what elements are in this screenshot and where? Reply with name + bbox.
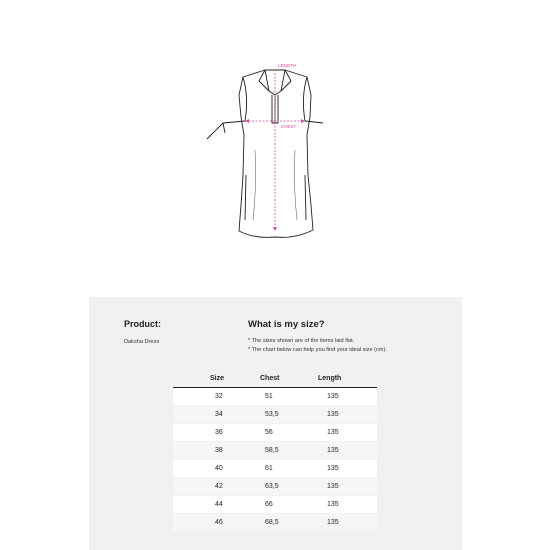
table-row: [173, 460, 377, 478]
size-cell: 34: [215, 411, 223, 418]
length-cell: 135: [327, 501, 339, 508]
chest-cell: 53,5: [265, 411, 279, 418]
chest-cell: 68,5: [265, 519, 279, 526]
length-label: LENGTH: [278, 63, 297, 68]
size-cell: 38: [215, 447, 223, 454]
size-cell: 46: [215, 519, 223, 526]
length-cell: 135: [327, 465, 339, 472]
length-cell: 135: [327, 483, 339, 490]
length-cell: 135: [327, 447, 339, 454]
table-row: [173, 388, 377, 406]
size-cell: 44: [215, 501, 223, 508]
dress-illustration: [195, 55, 355, 245]
chest-cell: 51: [265, 393, 273, 400]
size-cell: 32: [215, 393, 223, 400]
product-heading: Product:: [124, 319, 161, 329]
chest-cell: 63,5: [265, 483, 279, 490]
table-row: [173, 406, 377, 424]
chest-cell: 61: [265, 465, 273, 472]
size-info-panel: [89, 297, 462, 550]
size-cell: 36: [215, 429, 223, 436]
header-length: Length: [318, 375, 342, 382]
length-cell: 135: [327, 411, 339, 418]
size-table-header: [173, 370, 377, 388]
length-cell: 135: [327, 429, 339, 436]
size-cell: 40: [215, 465, 223, 472]
chest-cell: 66: [265, 501, 273, 508]
size-table: [173, 370, 377, 532]
size-note: * The chart below can help you find your ideal size (cm).: [248, 347, 387, 353]
table-row: [173, 442, 377, 460]
length-cell: 135: [327, 519, 339, 526]
table-row: [173, 496, 377, 514]
length-cell: 135: [327, 393, 339, 400]
header-size: Size: [210, 375, 225, 382]
chest-label: CHEST: [281, 124, 297, 129]
chest-cell: 58,5: [265, 447, 279, 454]
table-row: [173, 424, 377, 442]
size-heading: What is my size?: [248, 319, 325, 330]
size-note: * The sizes shown are of the items laid flat.: [248, 338, 355, 344]
table-row: [173, 478, 377, 496]
chest-cell: 56: [265, 429, 273, 436]
size-table-body: [173, 388, 377, 532]
size-cell: 42: [215, 483, 223, 490]
product-name: Daksha Dress: [124, 339, 160, 345]
header-chest: Chest: [260, 375, 280, 382]
table-row: [173, 514, 377, 532]
